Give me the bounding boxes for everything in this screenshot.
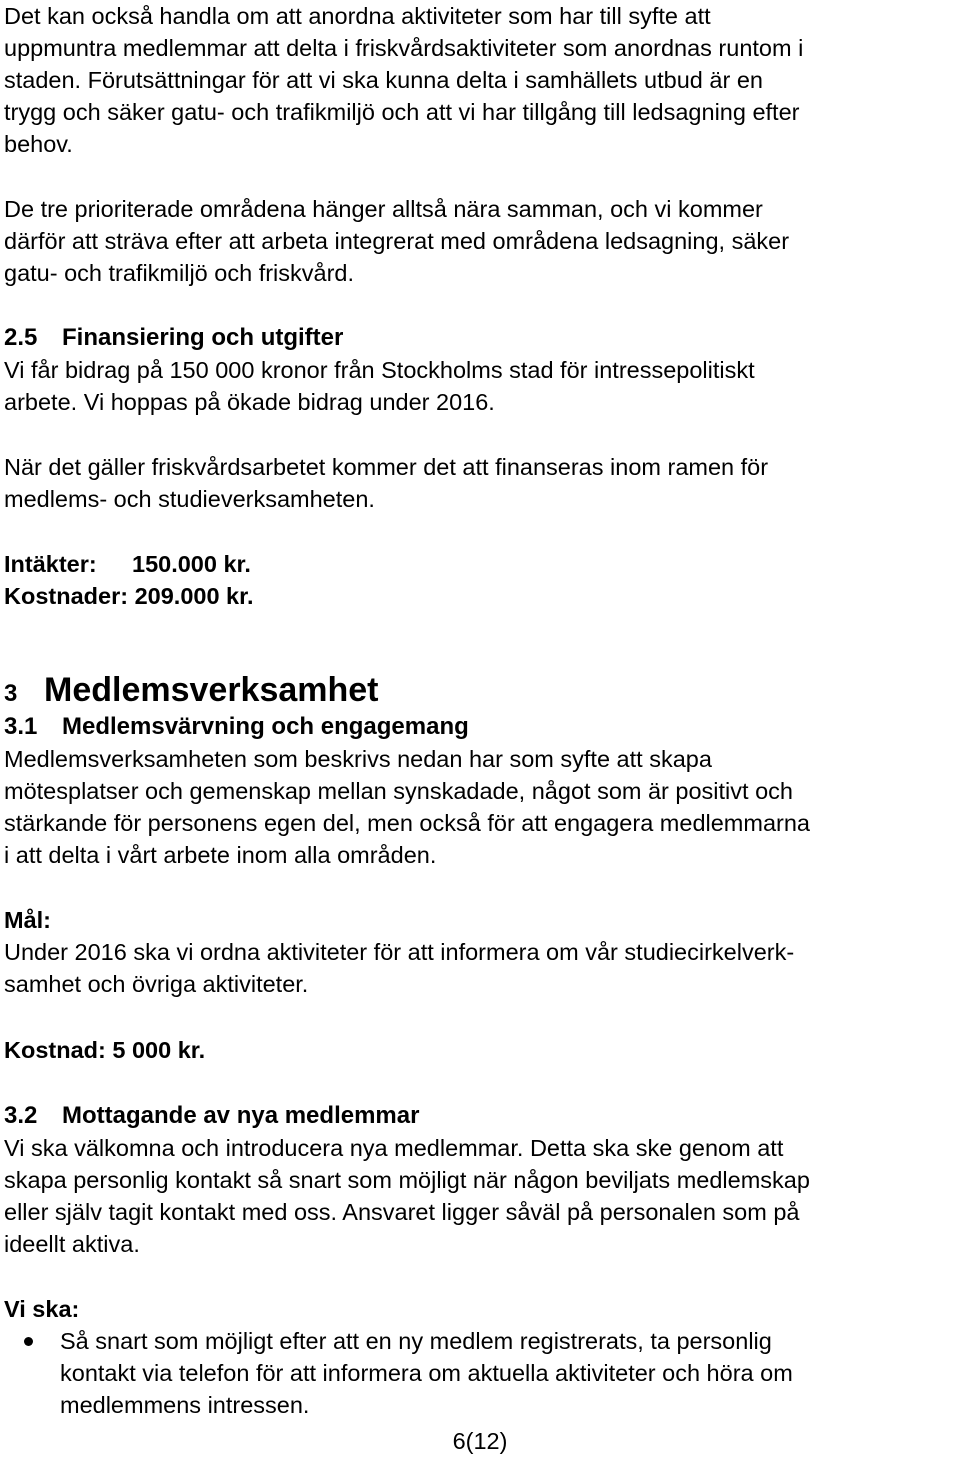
text-line: staden. Förutsättningar för att vi ska kunna delta i samhällets utbud är en <box>4 67 763 93</box>
cost-line: Kostnad: 5 000 kr. <box>4 1037 206 1063</box>
income-row <box>4 548 956 580</box>
text-line: Medlemsverksamheten som beskrivs nedan har som syfte att skapa <box>4 746 712 772</box>
text-line: uppmuntra medlemmar att delta i friskvårdsaktiviteter som anordnas runtom i <box>4 35 804 61</box>
section-number: 3.2 <box>4 1102 38 1129</box>
section-title: Medlemsvärvning och engagemang <box>62 713 469 740</box>
text-line: Så snart som möjligt efter att en ny medlem registrerats, ta personlig <box>60 1328 772 1354</box>
text-line: medlemmens intressen. <box>60 1392 310 1418</box>
section-number: 3.1 <box>4 713 38 740</box>
text-line: Vi ska välkomna och introducera nya medlemmar. Detta ska ske genom att <box>4 1135 784 1161</box>
we-will-label: Vi ska: <box>4 1296 80 1322</box>
section-heading-3-2 <box>4 1100 956 1132</box>
text-line: medlems- och studieverksamheten. <box>4 486 375 512</box>
health-funding-paragraph <box>4 451 956 515</box>
text-line: kontakt via telefon för att informera om aktuella aktiviteter och höra om <box>60 1360 793 1386</box>
goal-label: Mål: <box>4 907 51 933</box>
section-title: Finansiering och utgifter <box>62 324 344 351</box>
text-line: stärkande för personens egen del, men också för att engagera medlemmarna <box>4 810 810 836</box>
priorities-paragraph <box>4 193 956 289</box>
bullet-icon <box>24 1337 33 1346</box>
text-line: i att delta i vårt arbete inom alla områden. <box>4 842 437 868</box>
text-line: trygg och säker gatu- och trafikmiljö och att vi har tillgång till ledsagning efter <box>4 99 800 125</box>
section-heading-3-1 <box>4 711 956 743</box>
costs-label: Kostnader: <box>4 583 129 609</box>
text-line: Vi får bidrag på 150 000 kronor från Stockholms stad för intressepolitiskt <box>4 357 755 383</box>
goal-paragraph <box>4 936 956 1000</box>
section-heading-3 <box>4 670 956 717</box>
funding-paragraph <box>4 354 956 418</box>
list-item <box>4 1325 956 1421</box>
text-line: eller själv tagit kontakt med oss. Ansvaret ligger såväl på personalen som på <box>4 1199 800 1225</box>
text-line: gatu- och trafikmiljö och friskvård. <box>4 260 355 286</box>
text-line: behov. <box>4 131 73 157</box>
text-line: ideellt aktiva. <box>4 1231 140 1257</box>
page-number: 6(12) <box>452 1428 508 1454</box>
text-line: därför att sträva efter att arbeta integrerat med områdena ledsagning, säker <box>4 228 790 254</box>
new-members-paragraph <box>4 1132 956 1260</box>
costs-row <box>4 580 956 612</box>
document-page <box>4 0 956 1421</box>
income-value: 150.000 kr. <box>132 551 251 577</box>
text-line: mötesplatser och gemenskap mellan synskadade, något som är positivt och <box>4 778 793 804</box>
section-number: 2.5 <box>4 324 38 351</box>
section-number: 3 <box>4 680 18 707</box>
section-title: Medlemsverksamhet <box>44 671 379 709</box>
membership-paragraph <box>4 743 956 871</box>
text-line: Det kan också handla om att anordna aktiviteter som har till syfte att <box>4 3 711 29</box>
section-heading-2-5 <box>4 322 956 354</box>
text-line: samhet och övriga aktiviteter. <box>4 971 309 997</box>
text-line: skapa personlig kontakt så snart som möjligt när någon beviljats medlemskap <box>4 1167 810 1193</box>
income-label: Intäkter: <box>4 551 97 577</box>
text-line: Under 2016 ska vi ordna aktiviteter för att informera om vår studiecirkelverk- <box>4 939 795 965</box>
section-title: Mottagande av nya medlemmar <box>62 1102 420 1129</box>
text-line: arbete. Vi hoppas på ökade bidrag under 2016. <box>4 389 495 415</box>
text-line: De tre prioriterade områdena hänger alltså nära samman, och vi kommer <box>4 196 763 222</box>
costs-value: 209.000 kr. <box>134 583 254 609</box>
intro-paragraph <box>4 0 956 160</box>
text-line: När det gäller friskvårdsarbetet kommer det att finanseras inom ramen för <box>4 454 769 480</box>
